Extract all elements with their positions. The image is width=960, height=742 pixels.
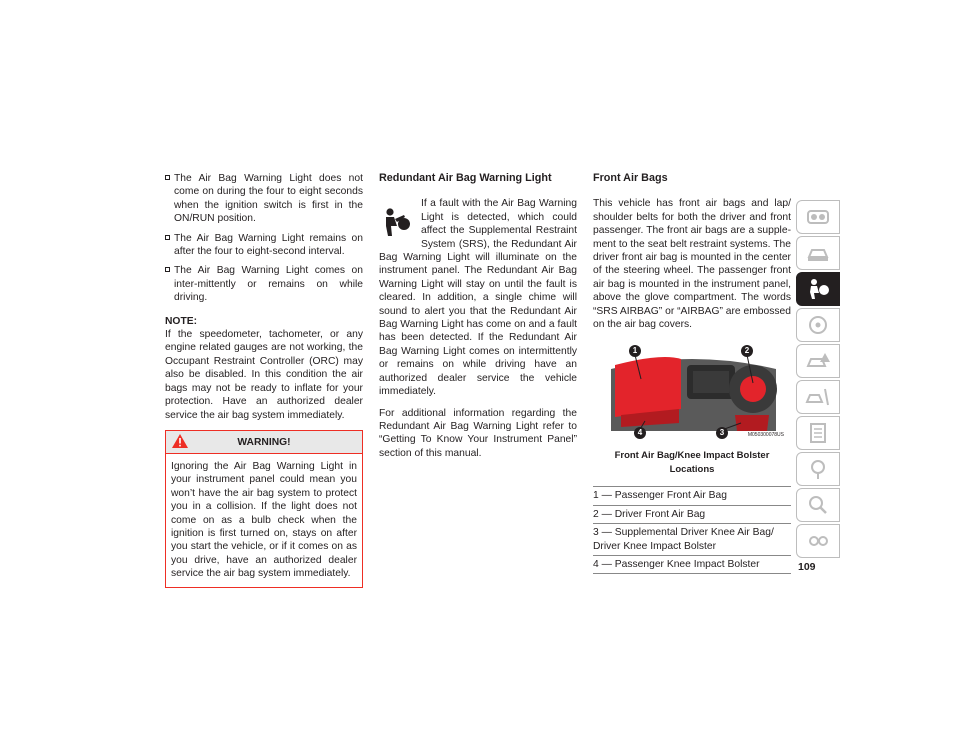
- car-tools-icon: [804, 385, 832, 409]
- warning-box: [165, 430, 363, 588]
- car-dashboard-icon: [804, 205, 832, 229]
- bullet-item: The Air Bag Warning Light comes on inter-mittently or remains on while driving.: [165, 264, 363, 304]
- warning-title: WARNING!: [237, 436, 291, 448]
- note-label: NOTE:: [165, 315, 198, 327]
- tab-multimedia[interactable]: [796, 524, 840, 558]
- note-text: If the speedometer, tachometer, or any engine related gauges are not working, the Occupant Restraint Controller (ORC) may also be disabled. In this condition the air bags may not be ready to inflate for your protection. Have an authorized dealer service the air bag system immediately.: [165, 329, 363, 421]
- callout-3: 3: [716, 427, 728, 439]
- legend-item: 3 — Supplemental Driver Knee Air Bag/ Driver Knee Impact Bolster: [593, 524, 791, 556]
- figure-legend: [593, 486, 791, 574]
- legend-item: 1 — Passenger Front Air Bag: [593, 487, 791, 505]
- car-warning-icon: [804, 349, 832, 373]
- bullet-box-icon: [165, 235, 170, 240]
- bullet-box-icon: [165, 267, 170, 272]
- dashboard-figure: [601, 339, 786, 443]
- multimedia-icon: [804, 529, 832, 553]
- tab-car-warning[interactable]: [796, 344, 840, 378]
- car-gps-icon: [804, 457, 832, 481]
- steering-wheel-icon: [804, 313, 832, 337]
- dashboard-illustration: [601, 339, 786, 443]
- tab-car-gps[interactable]: [796, 452, 840, 486]
- tab-vehicle-info[interactable]: [796, 236, 840, 270]
- tab-car-tools[interactable]: [796, 380, 840, 414]
- paragraph: This vehicle has front air bags and lap/ shoulder belts for both the driver and front passenger. The front air bags are a supple-ment to the seat belt restraint systems. The driver front air bag is mounted in the center of the steering wheel. The passenger front air bag is mounted in the instrument panel, above the glove compartment. The words “SRS AIRBAG” or “AIRBAG” are embossed on the air bag covers.: [593, 198, 791, 331]
- bullet-item: The Air Bag Warning Light remains on after the four to eight-second interval.: [165, 232, 363, 259]
- tab-steering-wheel[interactable]: [796, 308, 840, 342]
- magnifier-search-icon: [804, 493, 832, 517]
- warning-header: [166, 431, 362, 454]
- figure-caption: Front Air Bag/Knee Impact Bolster Locations: [614, 450, 770, 475]
- paragraph: If a fault with the Air Bag Warning Light is detected, which could affect the Supplemental Restraint System (SRS), the Redundant Air Bag Warning Light will illuminate on the instrument panel. The Redundant Air Bag Warning Light will stay on until the fault is cleared. In addition, a single chime will sound to alert you that the Redundant Air Bag Warning Light has come on and a fault has been detected. If the Redundant Air Bag Warning Light comes on intermittently or remains on while driving have an authorized dealer service the vehicle immediately.: [379, 198, 577, 398]
- tab-car-dashboard[interactable]: [796, 200, 840, 234]
- bullet-item: The Air Bag Warning Light does not come on during the four to eight seconds when the ignition switch is first in the ON/RUN position.: [165, 172, 363, 226]
- figure-code: M050300078US: [747, 432, 784, 439]
- tab-search[interactable]: [796, 488, 840, 522]
- callout-4: 4: [634, 427, 646, 439]
- left-column: [165, 172, 363, 588]
- legend-item: 4 — Passenger Knee Impact Bolster: [593, 556, 791, 574]
- legend-item: 2 — Driver Front Air Bag: [593, 506, 791, 524]
- airbag-warning-icon: [379, 207, 411, 239]
- warning-text: Ignoring the Air Bag Warning Light in your instrument panel could mean you won’t have the air bag system to protect you in a collision. If the light does not come on as a bulb check when the ignition is first turned on, stays on after you start the vehicle, or if it comes on as you drive, have an authorized dealer service the air bag system immediately.: [171, 460, 357, 580]
- section-tabs: [796, 200, 840, 560]
- list-index-icon: [804, 421, 832, 445]
- tab-airbag[interactable]: [796, 272, 840, 306]
- vehicle-info-icon: [804, 241, 832, 265]
- airbag-person-icon: [804, 277, 832, 301]
- middle-column: [379, 172, 577, 468]
- bullet-box-icon: [165, 175, 170, 180]
- right-column: [593, 172, 791, 574]
- tab-list-index[interactable]: [796, 416, 840, 450]
- callout-1: 1: [629, 345, 641, 357]
- paragraph: For additional information regarding the Redundant Air Bag Warning Light refer to “Getting To Know Your Instrument Panel” section of this manual.: [379, 407, 577, 459]
- section-heading: Front Air Bags: [593, 172, 668, 184]
- section-heading: Redundant Air Bag Warning Light: [379, 172, 552, 184]
- page-number: 109: [798, 561, 816, 573]
- callout-2: 2: [741, 345, 753, 357]
